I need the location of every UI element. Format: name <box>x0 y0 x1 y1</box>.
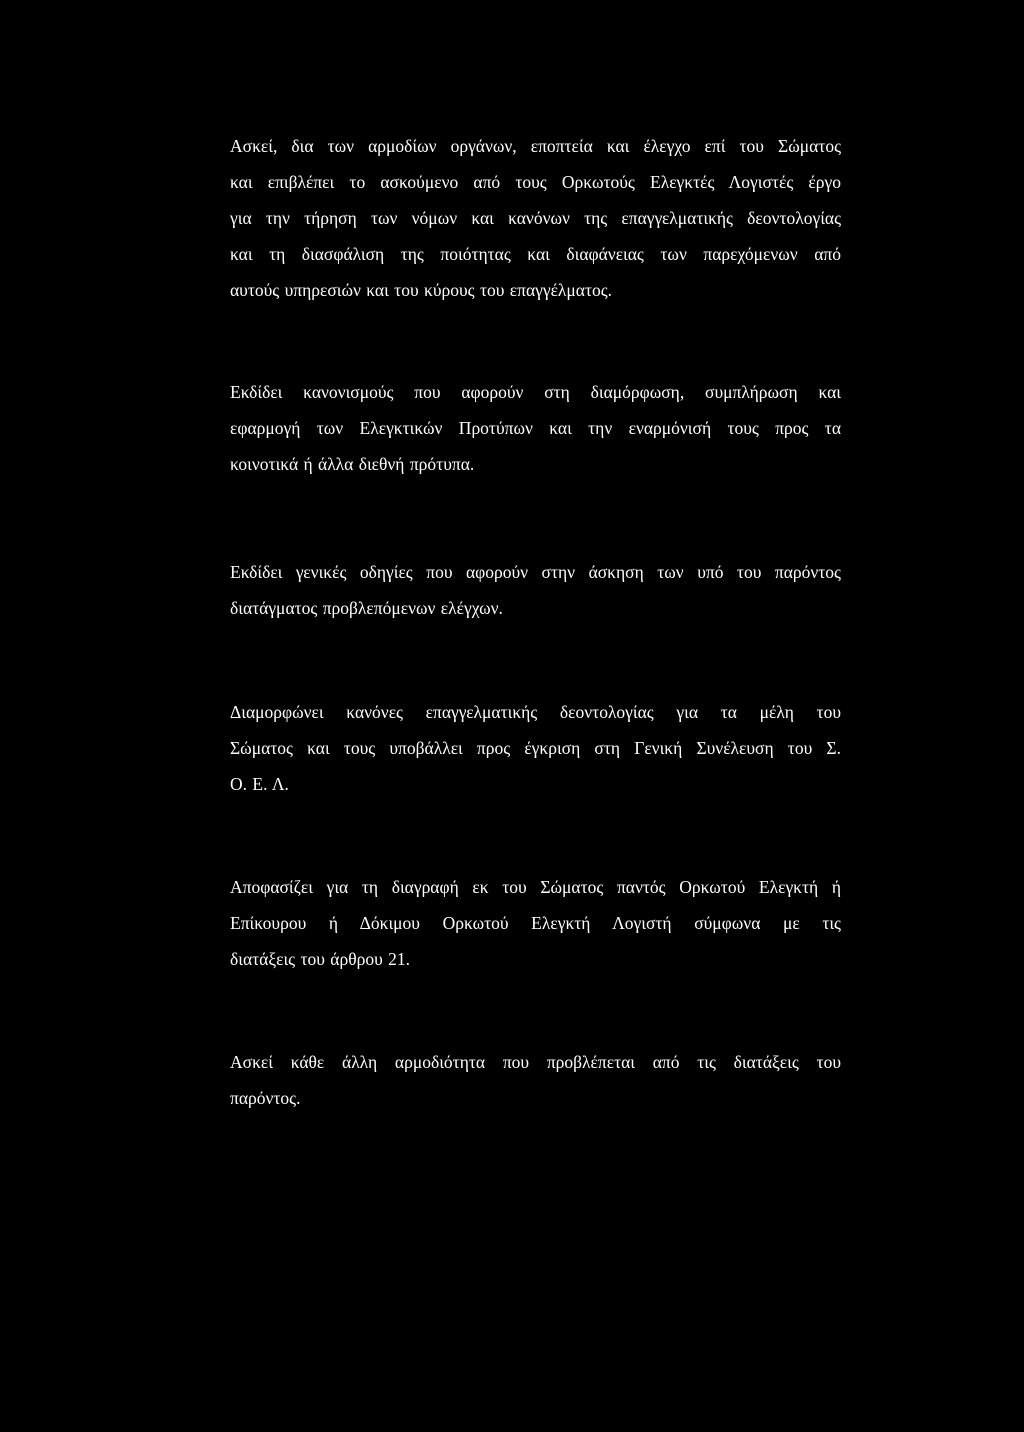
paragraph-line: Εκδίδει γενικές οδηγίες που αφορούν στην άσκηση των υπό του παρόντος <box>230 562 841 582</box>
paragraph-line: αυτούς υπηρεσιών και του κύρους του επαγγέλματος. <box>230 280 613 300</box>
paragraph-line: και επιβλέπει το ασκούμενο από τους Ορκωτούς Ελεγκτές Λογιστές έργο <box>230 172 841 192</box>
paragraph-line: Σώματος και τους υποβάλλει προς έγκριση στη Γενική Συνέλευση του Σ. <box>230 738 841 758</box>
paragraph-line: και τη διασφάλιση της ποιότητας και διαφάνειας των παρεχόμενων από <box>230 244 841 264</box>
paragraph-supervision <box>230 128 841 308</box>
paragraph-line: εφαρμογή των Ελεγκτικών Προτύπων και την εναρμόνισή τους προς τα <box>230 418 841 438</box>
paragraph-line: Ο. Ε. Λ. <box>230 774 289 794</box>
paragraph-removal <box>230 869 841 977</box>
paragraph-regulations <box>230 374 841 482</box>
paragraph-line: παρόντος. <box>230 1088 301 1108</box>
paragraph-line: Ασκεί, δια των αρμοδίων οργάνων, εποπτεία και έλεγχο επί του Σώματος <box>230 136 841 156</box>
paragraph-line: για την τήρηση των νόμων και κανόνων της επαγγελματικής δεοντολογίας <box>230 208 841 228</box>
paragraph-other-powers <box>230 1044 841 1116</box>
paragraph-line: Εκδίδει κανονισμούς που αφορούν στη διαμόρφωση, συμπλήρωση και <box>230 382 841 402</box>
paragraph-line: Διαμορφώνει κανόνες επαγγελματικής δεοντολογίας για τα μέλη του <box>230 702 841 722</box>
paragraph-line: Ασκεί κάθε άλλη αρμοδιότητα που προβλέπεται από τις διατάξεις του <box>230 1052 841 1072</box>
paragraph-line: κοινοτικά ή άλλα διεθνή πρότυπα. <box>230 454 475 474</box>
paragraph-line: Αποφασίζει για τη διαγραφή εκ του Σώματος παντός Ορκωτού Ελεγκτή ή <box>230 877 841 897</box>
paragraph-ethics-rules <box>230 694 841 802</box>
paragraph-line: διατάξεις του άρθρου 21. <box>230 949 410 969</box>
paragraph-line: διατάγματος προβλεπόμενων ελέγχων. <box>230 598 503 618</box>
paragraph-general-instructions <box>230 554 841 626</box>
paragraph-line: Επίκουρου ή Δόκιμου Ορκωτού Ελεγκτή Λογιστή σύμφωνα με τις <box>230 913 841 933</box>
